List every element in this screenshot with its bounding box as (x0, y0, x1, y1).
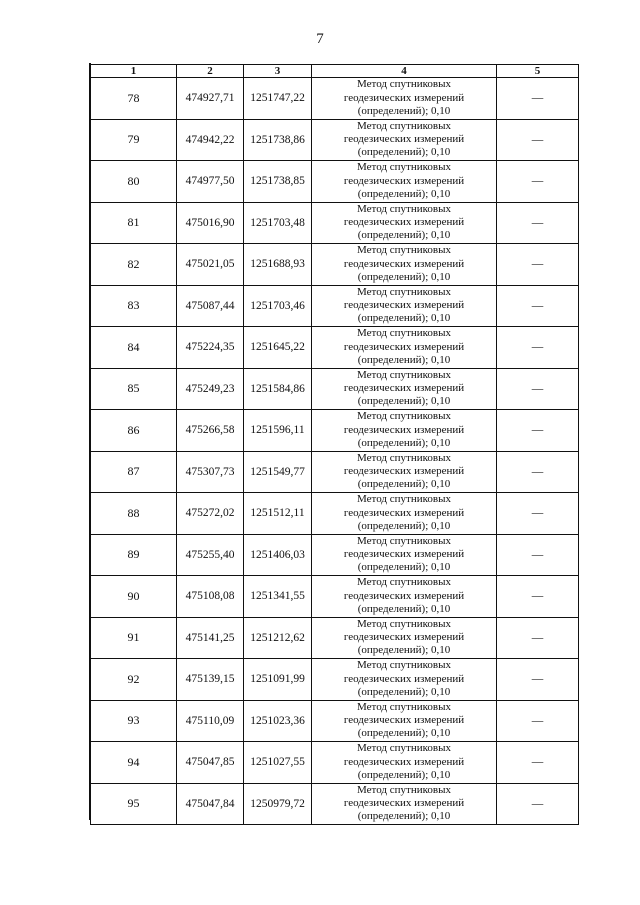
method-line: геодезических измерений (343, 382, 465, 395)
method-line: геодезических измерений (343, 714, 465, 727)
column-header: 5 (497, 65, 579, 78)
method-cell (312, 576, 497, 618)
method-cell (312, 119, 497, 161)
point-number-cell: 94 (91, 742, 177, 784)
table-row (91, 202, 579, 244)
x-coordinate-cell: 475110,09 (177, 700, 244, 742)
method-line: Метод спутниковых (357, 534, 451, 547)
method-line: геодезических измерений (343, 174, 465, 187)
method-line: Метод спутниковых (357, 493, 451, 506)
method-line: Метод спутниковых (357, 742, 451, 755)
note-cell: — (497, 244, 579, 286)
method-line: (определений); 0,10 (357, 104, 451, 117)
x-coordinate-cell: 474927,71 (177, 78, 244, 120)
method-line: (определений); 0,10 (357, 146, 451, 159)
x-coordinate-cell: 475016,90 (177, 202, 244, 244)
method-line: Метод спутниковых (357, 202, 451, 215)
table-row (91, 327, 579, 369)
method-line: геодезических измерений (343, 423, 465, 436)
method-line: (определений); 0,10 (357, 395, 451, 408)
method-line: Метод спутниковых (357, 161, 451, 174)
x-coordinate-cell: 475266,58 (177, 410, 244, 452)
table-row (91, 617, 579, 659)
y-coordinate-cell: 1251512,11 (244, 493, 312, 535)
method-line: (определений); 0,10 (357, 187, 451, 200)
method-line: Метод спутниковых (357, 119, 451, 132)
y-coordinate-cell: 1251549,77 (244, 451, 312, 493)
method-line: Метод спутниковых (357, 700, 451, 713)
y-coordinate-cell: 1251703,46 (244, 285, 312, 327)
method-line: геодезических измерений (343, 216, 465, 229)
method-line: геодезических измерений (343, 257, 465, 270)
method-line: геодезических измерений (343, 340, 465, 353)
method-line: (определений); 0,10 (357, 353, 451, 366)
point-number-cell: 78 (91, 78, 177, 120)
method-cell (312, 659, 497, 701)
y-coordinate-cell: 1251023,36 (244, 700, 312, 742)
y-coordinate-cell: 1251747,22 (244, 78, 312, 120)
method-line: Метод спутниковых (357, 451, 451, 464)
page-number: 7 (316, 31, 324, 47)
y-coordinate-cell: 1251738,86 (244, 119, 312, 161)
x-coordinate-cell: 475108,08 (177, 576, 244, 618)
table-body (91, 78, 579, 825)
method-line: (определений); 0,10 (357, 436, 451, 449)
coordinates-table (90, 64, 579, 825)
method-cell (312, 410, 497, 452)
method-line: геодезических измерений (343, 755, 465, 768)
y-coordinate-cell: 1251406,03 (244, 534, 312, 576)
method-line: Метод спутниковых (357, 617, 451, 630)
x-coordinate-cell: 475047,84 (177, 783, 244, 825)
point-number-cell: 87 (91, 451, 177, 493)
method-line: Метод спутниковых (357, 78, 451, 91)
note-cell: — (497, 451, 579, 493)
x-coordinate-cell: 475255,40 (177, 534, 244, 576)
y-coordinate-cell: 1251212,62 (244, 617, 312, 659)
point-number-cell: 90 (91, 576, 177, 618)
note-cell: — (497, 410, 579, 452)
method-line: (определений); 0,10 (357, 810, 451, 823)
y-coordinate-cell: 1251738,85 (244, 161, 312, 203)
table-header-row (91, 65, 579, 78)
note-cell: — (497, 742, 579, 784)
point-number-cell: 91 (91, 617, 177, 659)
x-coordinate-cell: 475021,05 (177, 244, 244, 286)
note-cell: — (497, 202, 579, 244)
note-cell: — (497, 659, 579, 701)
method-line: (определений); 0,10 (357, 312, 451, 325)
note-cell: — (497, 285, 579, 327)
method-cell (312, 202, 497, 244)
method-line: геодезических измерений (343, 589, 465, 602)
y-coordinate-cell: 1251584,86 (244, 368, 312, 410)
x-coordinate-cell: 474942,22 (177, 119, 244, 161)
method-line: (определений); 0,10 (357, 229, 451, 242)
method-line: Метод спутниковых (357, 368, 451, 381)
table-row (91, 659, 579, 701)
column-header: 4 (312, 65, 497, 78)
point-number-cell: 83 (91, 285, 177, 327)
column-header: 1 (91, 65, 177, 78)
method-cell (312, 534, 497, 576)
table-row (91, 119, 579, 161)
note-cell: — (497, 617, 579, 659)
note-cell: — (497, 700, 579, 742)
x-coordinate-cell: 475224,35 (177, 327, 244, 369)
x-coordinate-cell: 475249,23 (177, 368, 244, 410)
point-number-cell: 79 (91, 119, 177, 161)
method-line: геодезических измерений (343, 299, 465, 312)
y-coordinate-cell: 1251703,48 (244, 202, 312, 244)
method-line: Метод спутниковых (357, 659, 451, 672)
table-row (91, 161, 579, 203)
method-line: (определений); 0,10 (357, 519, 451, 532)
note-cell: — (497, 368, 579, 410)
method-line: (определений); 0,10 (357, 685, 451, 698)
column-header: 3 (244, 65, 312, 78)
point-number-cell: 92 (91, 659, 177, 701)
table-row (91, 244, 579, 286)
method-line: Метод спутниковых (357, 783, 451, 796)
method-line: геодезических измерений (343, 506, 465, 519)
x-coordinate-cell: 475307,73 (177, 451, 244, 493)
point-number-cell: 85 (91, 368, 177, 410)
method-cell (312, 783, 497, 825)
table-row (91, 368, 579, 410)
method-line: (определений); 0,10 (357, 561, 451, 574)
table-row (91, 451, 579, 493)
point-number-cell: 89 (91, 534, 177, 576)
point-number-cell: 82 (91, 244, 177, 286)
y-coordinate-cell: 1250979,72 (244, 783, 312, 825)
x-coordinate-cell: 475047,85 (177, 742, 244, 784)
table-row (91, 742, 579, 784)
point-number-cell: 88 (91, 493, 177, 535)
method-cell (312, 327, 497, 369)
method-line: (определений); 0,10 (357, 270, 451, 283)
method-line: геодезических измерений (343, 91, 465, 104)
column-header: 2 (177, 65, 244, 78)
table-row (91, 493, 579, 535)
note-cell: — (497, 783, 579, 825)
x-coordinate-cell: 474977,50 (177, 161, 244, 203)
method-cell (312, 368, 497, 410)
note-cell: — (497, 576, 579, 618)
point-number-cell: 95 (91, 783, 177, 825)
method-cell (312, 451, 497, 493)
point-number-cell: 81 (91, 202, 177, 244)
method-line: геодезических измерений (343, 548, 465, 561)
method-cell (312, 285, 497, 327)
method-line: Метод спутниковых (357, 244, 451, 257)
method-cell (312, 493, 497, 535)
point-number-cell: 86 (91, 410, 177, 452)
point-number-cell: 93 (91, 700, 177, 742)
x-coordinate-cell: 475087,44 (177, 285, 244, 327)
table-row (91, 576, 579, 618)
y-coordinate-cell: 1251027,55 (244, 742, 312, 784)
y-coordinate-cell: 1251645,22 (244, 327, 312, 369)
method-cell (312, 244, 497, 286)
method-line: (определений); 0,10 (357, 644, 451, 657)
table-row (91, 78, 579, 120)
point-number-cell: 84 (91, 327, 177, 369)
note-cell: — (497, 119, 579, 161)
method-cell (312, 161, 497, 203)
method-cell (312, 742, 497, 784)
note-cell: — (497, 534, 579, 576)
method-cell (312, 700, 497, 742)
y-coordinate-cell: 1251688,93 (244, 244, 312, 286)
note-cell: — (497, 327, 579, 369)
x-coordinate-cell: 475139,15 (177, 659, 244, 701)
method-line: Метод спутниковых (357, 327, 451, 340)
method-line: геодезических измерений (343, 797, 465, 810)
method-line: Метод спутниковых (357, 410, 451, 423)
method-line: (определений); 0,10 (357, 602, 451, 615)
note-cell: — (497, 78, 579, 120)
method-line: (определений); 0,10 (357, 478, 451, 491)
y-coordinate-cell: 1251596,11 (244, 410, 312, 452)
method-cell (312, 78, 497, 120)
point-number-cell: 80 (91, 161, 177, 203)
method-line: геодезических измерений (343, 133, 465, 146)
method-line: (определений); 0,10 (357, 768, 451, 781)
method-cell (312, 617, 497, 659)
table-row (91, 285, 579, 327)
x-coordinate-cell: 475141,25 (177, 617, 244, 659)
method-line: Метод спутниковых (357, 285, 451, 298)
table-row (91, 783, 579, 825)
method-line: (определений); 0,10 (357, 727, 451, 740)
table-row (91, 700, 579, 742)
method-line: Метод спутниковых (357, 576, 451, 589)
table-row (91, 534, 579, 576)
method-line: геодезических измерений (343, 631, 465, 644)
x-coordinate-cell: 475272,02 (177, 493, 244, 535)
y-coordinate-cell: 1251091,99 (244, 659, 312, 701)
method-line: геодезических измерений (343, 672, 465, 685)
note-cell: — (497, 161, 579, 203)
table-row (91, 410, 579, 452)
y-coordinate-cell: 1251341,55 (244, 576, 312, 618)
method-line: геодезических измерений (343, 465, 465, 478)
note-cell: — (497, 493, 579, 535)
